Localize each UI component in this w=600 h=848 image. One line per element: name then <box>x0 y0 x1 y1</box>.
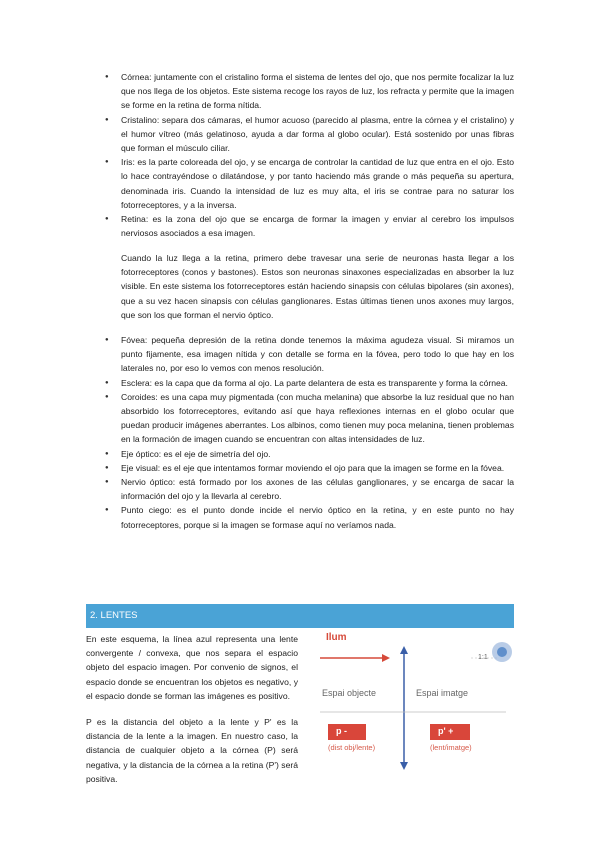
list-item: ● Fóvea: pequeña depresión de la retina donde tenemos la máxima agudeza visual. Si miramos un punto fijamente, esa imagen nítida y con detalle se forma en la fóvea, pero todo lo que hay en los laterales no, por eso lo vemos con menos resolución. <box>0 333 600 376</box>
term: Nervio óptico: <box>121 477 176 488</box>
term: Fóvea: <box>121 335 148 345</box>
lentes-paragraph-1: En este esquema, la línea azul representa una lente convergente / convexa, que nos separa el espacio objeto del espacio imagen. Por convenio de signos, el espacio donde se encuentran los objetos es negativo, y el espacio donde se forman las imágenes es positivo. <box>86 634 298 701</box>
anatomy-list-2 <box>0 333 600 532</box>
list-item: ● Esclera: es la capa que da forma al ojo. La parte delantera de esta es transparente y forma la córnea. <box>0 376 600 390</box>
retina-paragraph: Cuando la luz llega a la retina, primero debe travesar una serie de neuronas hasta llegar a los fotorreceptores (conos y bastones). Estos son neuronas sinaxones especializadas en absorber la luz visible. En este sistema los fotorreceptores están haciendo sinapsis con células bipolares (sin axones), que a su vez hacen sinapsis con células ganglionares. Estas últimas tienen unos axones muy largos, que son los que forman el nervio óptico. <box>121 253 514 320</box>
term: Esclera: <box>121 377 153 388</box>
list-item: ● Eje óptico: es el eje de simetría del ojo. <box>0 447 600 461</box>
list-item: ● Retina: es la zona del ojo que se encarga de formar la imagen y enviar al cerebro los impulsos nerviosos asociados a esa imagen. <box>0 212 600 240</box>
term: Iris: <box>121 157 135 168</box>
term: Retina: <box>121 214 149 225</box>
p-plus-label: p' + <box>438 726 454 736</box>
scale-label: 1:1 <box>478 654 488 661</box>
term: Punto ciego: <box>121 505 172 516</box>
term: Eje visual: <box>121 462 161 473</box>
ilum-label: Ilum <box>326 632 347 643</box>
list-item: ● Cristalino: separa dos cámaras, el humor acuoso (parecido al plasma, entre la córnea y el cristalino) y el humor vítreo (más gelatinoso, ayuda a dar forma al globo ocular). Está sostenido por unas fibras que forman el músculo ciliar. <box>0 113 600 156</box>
section-title: 2. LENTES <box>90 610 138 621</box>
lentes-paragraph-2: P es la distancia del objeto a la lente y P' es la distancia de la lente a la imagen. En nuestro caso, la distancia de cualquier objeto a la córnea (P) será negativa, y la distancia de la córnea a la retina (P') será positiva. <box>86 717 298 784</box>
list-item: ● Punto ciego: es el punto donde incide el nervio óptico en la retina, y en este punto no hay fotorreceptores, porque si la imagen se formase aquí no veríamos nada. <box>0 503 600 531</box>
list-item: ● Eje visual: es el eje que intentamos formar moviendo el ojo para que la imagen se forme en la fóvea. <box>0 461 600 475</box>
term: Coroides: <box>121 391 158 402</box>
lens-diagram <box>306 632 514 770</box>
light-arrow-head <box>382 654 390 662</box>
list-item: ● Nervio óptico: está formado por los axones de las células ganglionares, y se encarga de sacar la información del ojo y la llevarla al cerebro. <box>0 475 600 503</box>
list-item: ● Coroides: es una capa muy pigmentada (con mucha melanina) que absorbe la luz residual que no han absorbido los fotorreceptores, evitando así que haya reflexiones internas en el globo ocular que puedan producir imágenes aberrantes. Los albinos, como tienen muy poca melanina, tienen problemas en la formación de imagen cuando se encuentran con altas intensidades de luz. <box>0 390 600 447</box>
term: Córnea: <box>121 72 152 82</box>
p-minus-label: p - <box>336 726 347 736</box>
dist-obj-label: (dist obj/lente) <box>328 743 376 752</box>
p-minus-box <box>328 724 366 740</box>
section-header-lentes <box>86 604 514 628</box>
image-space-label: Espai imatge <box>416 688 469 698</box>
term: Cristalino: <box>121 114 160 125</box>
dist-img-label: (lent/imatge) <box>430 743 472 752</box>
anatomy-list-1 <box>0 70 600 240</box>
lens-arrow-bottom <box>400 762 408 770</box>
object-space-label: Espai objecte <box>322 688 377 698</box>
lens-arrow-top <box>400 646 408 654</box>
globe-core-icon <box>497 647 507 657</box>
list-item: ● Córnea: juntamente con el cristalino forma el sistema de lentes del ojo, que nos permite focalizar la luz que nos llega de los objetos. Este sistema recoge los rayos de luz, los refracta y permite que la imagen se forme en la retina de forma nítida. <box>0 70 600 113</box>
list-item: ● Iris: es la parte coloreada del ojo, y se encarga de controlar la cantidad de luz que entra en el ojo. Esto lo hace contrayéndose o dilatándose, y por tanto haciendo más grande o más pequeña su apertura, denominada iris. Cuando la intensidad de luz es muy alta, el iris se contrae para no saturar los fotorreceptores, y a la inversa. <box>0 155 600 212</box>
term: Eje óptico: <box>121 448 162 459</box>
